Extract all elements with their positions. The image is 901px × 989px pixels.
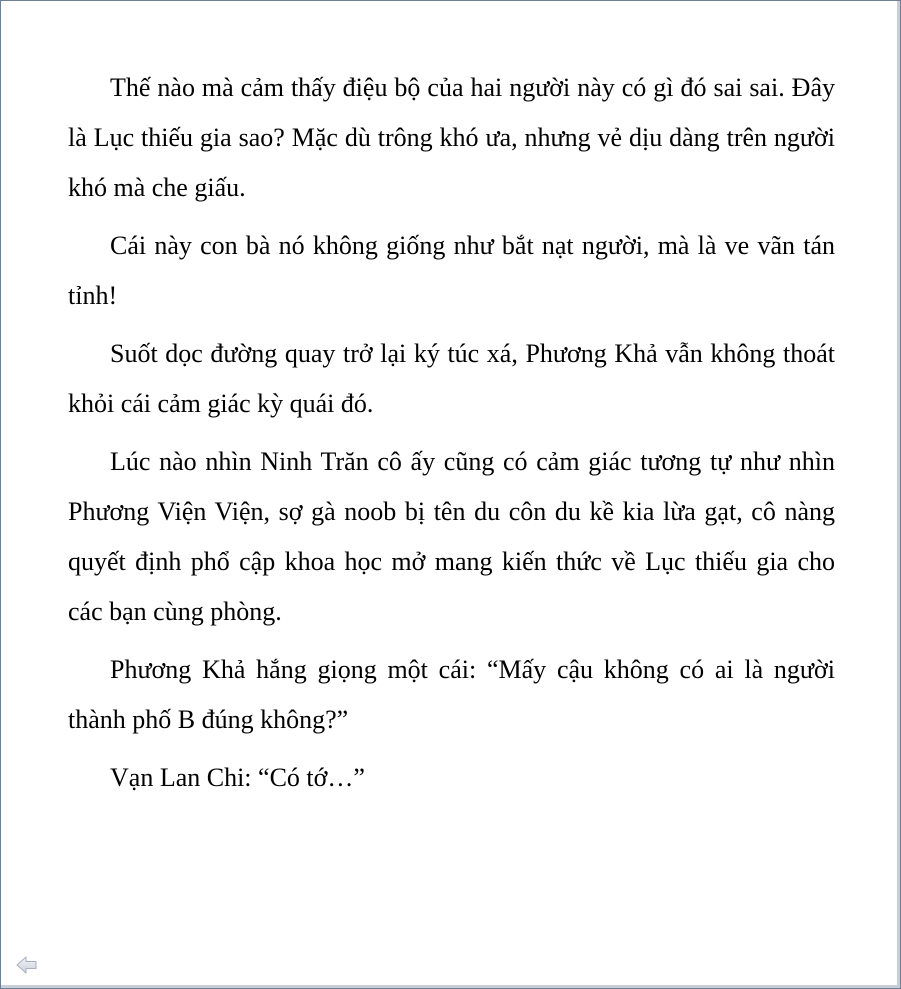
paragraph-2: Cái này con bà nó không giống như bắt nạt người, mà là ve vãn tán tỉnh! xyxy=(68,231,835,310)
paragraph-4: Lúc nào nhìn Ninh Trăn cô ấy cũng có cảm giác tương tự như nhìn Phương Viện Viện, sợ gà noob bị tên du côn du kề kia lừa gạt, cô nàng quyết định phổ cập khoa học mở mang kiến thức về Lục thiếu gia cho các bạn cùng phòng. xyxy=(68,447,835,626)
paragraph-5: Phương Khả hắng giọng một cái: “Mấy cậu không có ai là người thành phố B đúng không?” xyxy=(68,655,835,734)
document-page xyxy=(68,63,835,811)
previous-page-button[interactable] xyxy=(15,954,39,976)
arrow-left-icon xyxy=(15,954,39,976)
paragraph-6: Vạn Lan Chi: “Có tớ…” xyxy=(110,763,365,792)
window-frame xyxy=(1,1,900,988)
paragraph-3: Suốt dọc đường quay trở lại ký túc xá, Phương Khả vẫn không thoát khỏi cái cảm giác kỳ quái đó. xyxy=(68,339,835,418)
paragraph-1: Thế nào mà cảm thấy điệu bộ của hai người này có gì đó sai sai. Đây là Lục thiếu gia sao? Mặc dù trông khó ưa, nhưng vẻ dịu dàng trên người khó mà che giấu. xyxy=(68,73,835,202)
